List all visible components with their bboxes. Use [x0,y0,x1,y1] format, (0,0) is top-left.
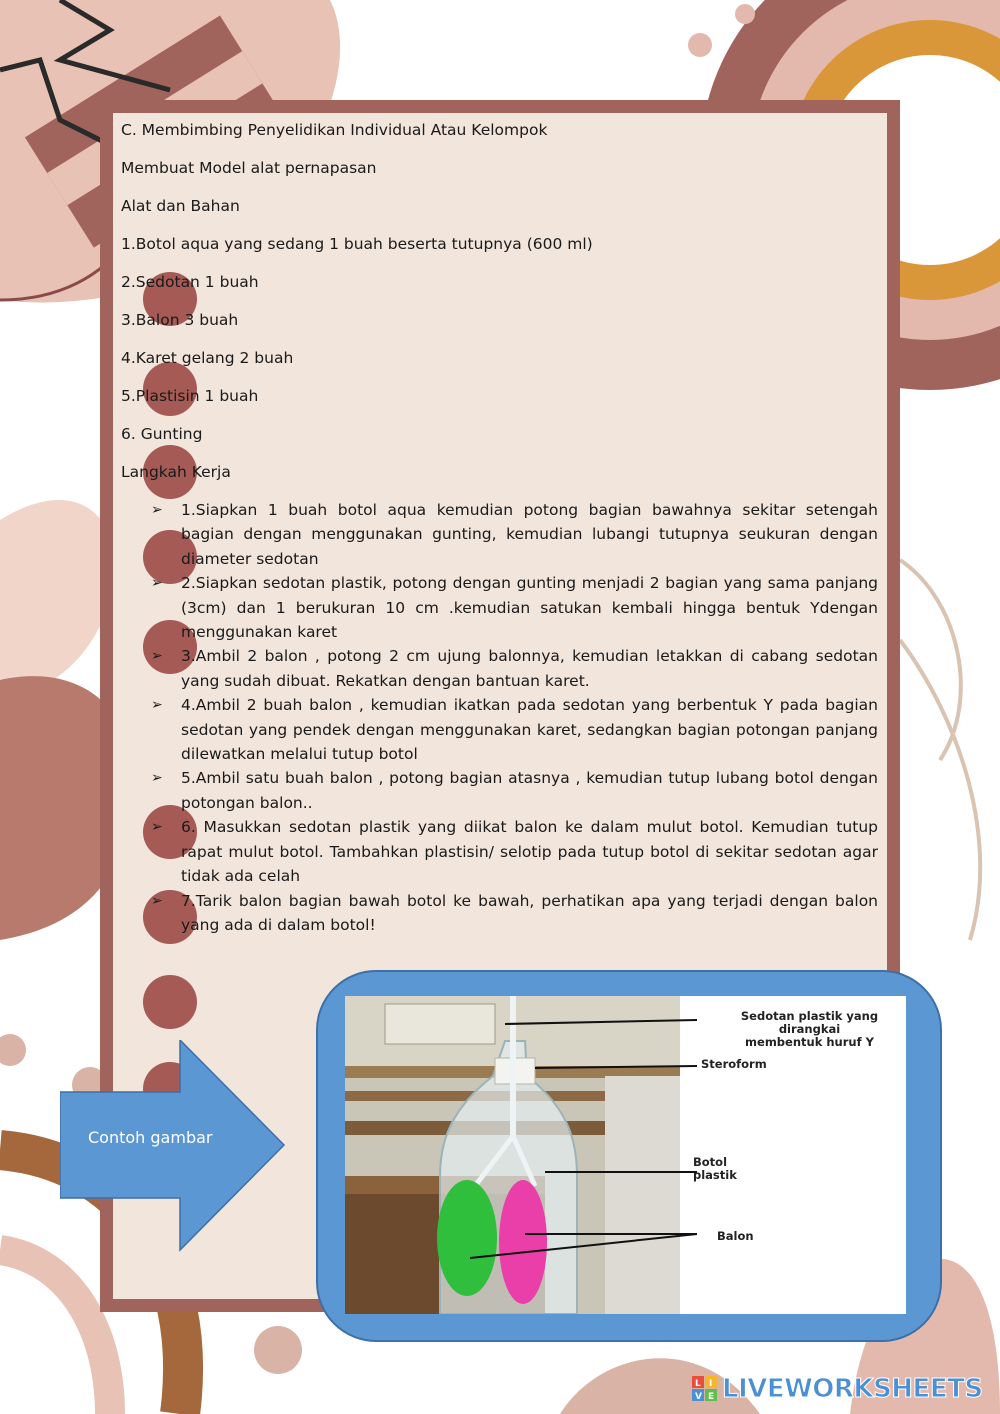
step-text: 4.Ambil 2 buah balon , kemudian ikatkan pada sedotan yang berbentuk Y pada bagian sedotan yang pendek dengan menggunakan karet, sedangkan bagian potongan panjang dilewatkan melalui tutup botol [181,696,878,764]
step-item [121,644,878,693]
arrow-bullet-icon: ➢ [151,819,163,836]
callout-balloon: Balon [717,1229,754,1243]
steps-title: Langkah Kerja [121,463,231,481]
logo-letter: E [708,1392,715,1402]
step-item [121,815,878,888]
model-photo [345,996,906,1314]
step-text: 2.Siapkan sedotan plastik, potong dengan gunting menjadi 2 bagian yang sama panjang (3cm) dan 1 berukuran 10 cm .kemudian satukan kembali hingga bentuk Ydengan menggunakan karet [181,574,878,642]
activity-title: Membuat Model alat pernapasan [121,159,377,177]
step-text: 5.Ambil satu buah balon , potong bagian atasnya , kemudian tutup lubang botol dengan potongan balon.. [181,769,878,812]
steps-list [121,498,878,937]
step-item [121,889,878,938]
callout-straw-line2: membentuk huruf Y [745,1035,874,1049]
step-item [121,693,878,766]
callout-bottle-line1: Botol [693,1155,728,1169]
logo-letter: I [709,1379,713,1389]
arrow-bullet-icon: ➢ [151,575,163,592]
arrow-bullet-icon: ➢ [151,502,163,518]
step-item [121,498,878,571]
step-text: 6. Masukkan sedotan plastik yang diikat balon ke dalam mulut botol. Kemudian tutup rapat mulut botol. Tambahkan plastisin/ selotip pada tutup botol di sekitar sedotan agar tidak ada celah [181,818,878,886]
liveworksheets-logo-icon [692,1376,718,1402]
callout-straw [713,1010,906,1049]
logo-letter: L [695,1379,701,1389]
arrow-bullet-icon: ➢ [151,770,163,787]
callout-bottle [693,1156,737,1182]
logo-letter: V [695,1392,702,1402]
callout-straw-line1: Sedotan plastik yang dirangkai [740,1009,879,1036]
decor-dot [143,975,197,1029]
callout-bottle-line2: plastik [693,1168,737,1182]
step-item [121,571,878,644]
material-item: 1.Botol aqua yang sedang 1 buah beserta tutupnya (600 ml) [121,235,593,253]
material-item: 6. Gunting [121,425,203,443]
worksheet-content [121,118,878,937]
step-text: 7.Tarik balon bagian bawah botol ke bawah, perhatikan apa yang terjadi dengan balon yang ada di dalam botol! [181,891,878,934]
step-item [121,766,878,815]
material-item: 2.Sedotan 1 buah [121,273,259,291]
arrow-bullet-icon: ➢ [151,697,163,714]
material-item: 5.Plastisin 1 buah [121,387,259,405]
materials-title: Alat dan Bahan [121,197,240,215]
material-item: 4.Karet gelang 2 buah [121,349,294,367]
section-heading: C. Membimbing Penyelidikan Individual Atau Kelompok [121,121,548,139]
arrow-bullet-icon: ➢ [151,892,163,909]
callout-styrofoam: Steroform [701,1057,767,1071]
step-text: 3.Ambil 2 balon , potong 2 cm ujung balonnya, kemudian letakkan di cabang sedotan yang sudah dibuat. Rekatkan dengan bantuan karet. [181,647,878,690]
example-label: Contoh gambar [88,1128,213,1147]
liveworksheets-logo[interactable] [692,1372,983,1406]
liveworksheets-wordmark: LIVEWORKSHEETS [722,1374,983,1404]
material-item: 3.Balon 3 buah [121,311,239,329]
step-text: 1.Siapkan 1 buah botol aqua kemudian potong bagian bawahnya sekitar setengah bagian dengan menggunakan gunting, kemudian lubangi tutupnya seukuran dengan diameter sedotan [181,501,878,568]
arrow-bullet-icon: ➢ [151,648,163,665]
